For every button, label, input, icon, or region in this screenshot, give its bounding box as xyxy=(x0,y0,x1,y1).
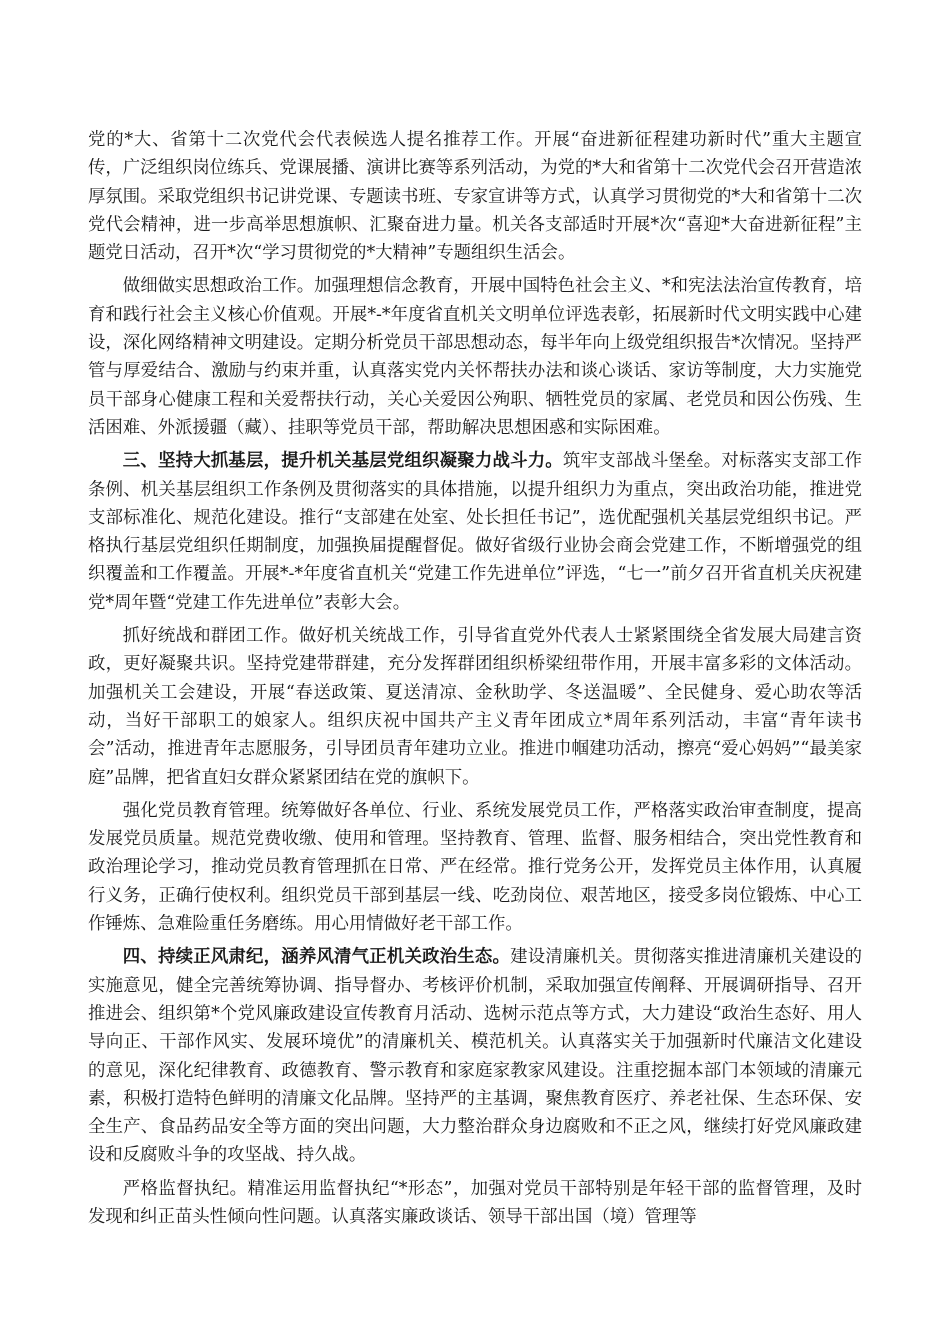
paragraph-text: 筑牢支部战斗堡垒。对标落实支部工作条例、机关基层组织工作条例及贯彻落实的具体措施，以提升组织力为重点，突出政治功能，推进党支部标准化、规范化建设。推行“支部建在处室、处长担任书记”，选优配强机关基层党组织书记。严格执行基层党组织任期制度，加强换届提醒督促。做好省级行业协会商会党建工作，不断增强党的组织覆盖和工作覆盖。开展*-*年度省直机关“党建工作先进单位”评选，“七一”前夕召开省直机关庆祝建党*周年暨“党建工作先进单位”表彰大会。 xyxy=(88,451,862,613)
paragraph-section-three xyxy=(88,447,862,617)
paragraph-member-education xyxy=(88,797,862,938)
paragraph-text: 抓好统战和群团工作。做好机关统战工作，引导省直党外代表人士紧紧围绕全省发展大局建言资政，更好凝聚共识。坚持党建带群建，充分发挥群团组织桥梁纽带作用，开展丰富多彩的文体活动。加强机关工会建设，开展“春送政策、夏送清凉、金秋助学、冬送温暖”、全民健身、爱心助农等活动，当好干部职工的娘家人。组织庆祝中国共产主义青年团成立*周年系列活动，丰富“青年读书会”活动，推进青年志愿服务，引导团员青年建功立业。推进巾帼建功活动，擦亮“爱心妈妈”“最美家庭”品牌，把省直妇女群众紧紧团结在党的旗帜下。 xyxy=(88,626,862,788)
document-body xyxy=(88,126,862,1236)
paragraph-text: 党的*大、省第十二次党代会代表候选人提名推荐工作。开展“奋进新征程建功新时代”重大主题宣传，广泛组织岗位练兵、党课展播、演讲比赛等系列活动，为党的*大和省第十二次党代会召开营造浓厚氛围。采取党组织书记讲党课、专题读书班、专家宣讲等方式，认真学习贯彻党的*大和省第十二次党代会精神，进一步高举思想旗帜、汇聚奋进力量。机关各支部适时开展*次“喜迎*大奋进新征程”主题党日活动，召开*次“学习贯彻党的*大精神”专题组织生活会。 xyxy=(88,130,862,264)
section-heading: 四、持续正风肃纪，涵养风清气正机关政治生态。 xyxy=(122,947,511,968)
paragraph-continued-nomination xyxy=(88,126,862,267)
paragraph-text: 做细做实思想政治工作。加强理想信念教育，开展中国特色社会主义、*和宪法法治宣传教育，培育和践行社会主义核心价值观。开展*-*年度省直机关文明单位评选表彰，拓展新时代文明实践中心建设，深化网络精神文明建设。定期分析党员干部思想动态，每半年向上级党组织报告*次情况。坚持严管与厚爱结合、激励与约束并重，认真落实党内关怀帮扶办法和谈心谈话、家访等制度，大力实施党员干部身心健康工程和关爱帮扶行动，关心关爱因公殉职、牺牲党员的家属、老党员和因公伤残、生活困难、外派援疆（藏）、挂职等党员干部，帮助解决思想困惑和实际困难。 xyxy=(88,276,862,438)
paragraph-ideological-work xyxy=(88,272,862,442)
paragraph-text: 强化党员教育管理。统筹做好各单位、行业、系统发展党员工作，严格落实政治审查制度，提高发展党员质量。规范党费收缴、使用和管理。坚持教育、管理、监督、服务相结合，突出党性教育和政治理论学习，推动党员教育管理抓在日常、严在经常。推行党务公开，发挥党员主体作用，认真履行义务，正确行使权利。组织党员干部到基层一线、吃劲岗位、艰苦地区，接受多岗位锻炼、中心工作锤炼、急难险重任务磨练。用心用情做好老干部工作。 xyxy=(88,800,862,935)
section-heading: 三、坚持大抓基层，提升机关基层党组织凝聚力战斗力。 xyxy=(122,451,563,472)
paragraph-text: 严格监督执纪。精准运用监督执纪“*形态”，加强对党员干部特别是年轻干部的监督管理，及时发现和纠正苗头性倾向性问题。认真落实廉政谈话、领导干部出国（境）管理等 xyxy=(88,1178,862,1227)
paragraph-section-four xyxy=(88,943,862,1169)
paragraph-supervision xyxy=(88,1175,862,1232)
paragraph-united-front xyxy=(88,622,862,792)
paragraph-text: 建设清廉机关。贯彻落实推进清廉机关建设的实施意见，健全完善统筹协调、指导督办、考核评价机制，采取加强宣传阐释、开展调研指导、召开推进会、组织第*个党风廉政建设宣传教育月活动、选树示范点等方式，大力建设“政治生态好、用人导向正、干部作风实、发展环境优”的清廉机关、模范机关。认真落实关于加强新时代廉洁文化建设的意见，深化纪律教育、政德教育、警示教育和家庭家教家风建设。注重挖掘本部门本领域的清廉元素，积极打造特色鲜明的清廉文化品牌。坚持严的主基调，聚焦教育医疗、养老社保、生态环保、安全生产、食品药品安全等方面的突出问题，大力整治群众身边腐败和不正之风，继续打好党风廉政建设和反腐败斗争的攻坚战、持久战。 xyxy=(88,947,862,1166)
